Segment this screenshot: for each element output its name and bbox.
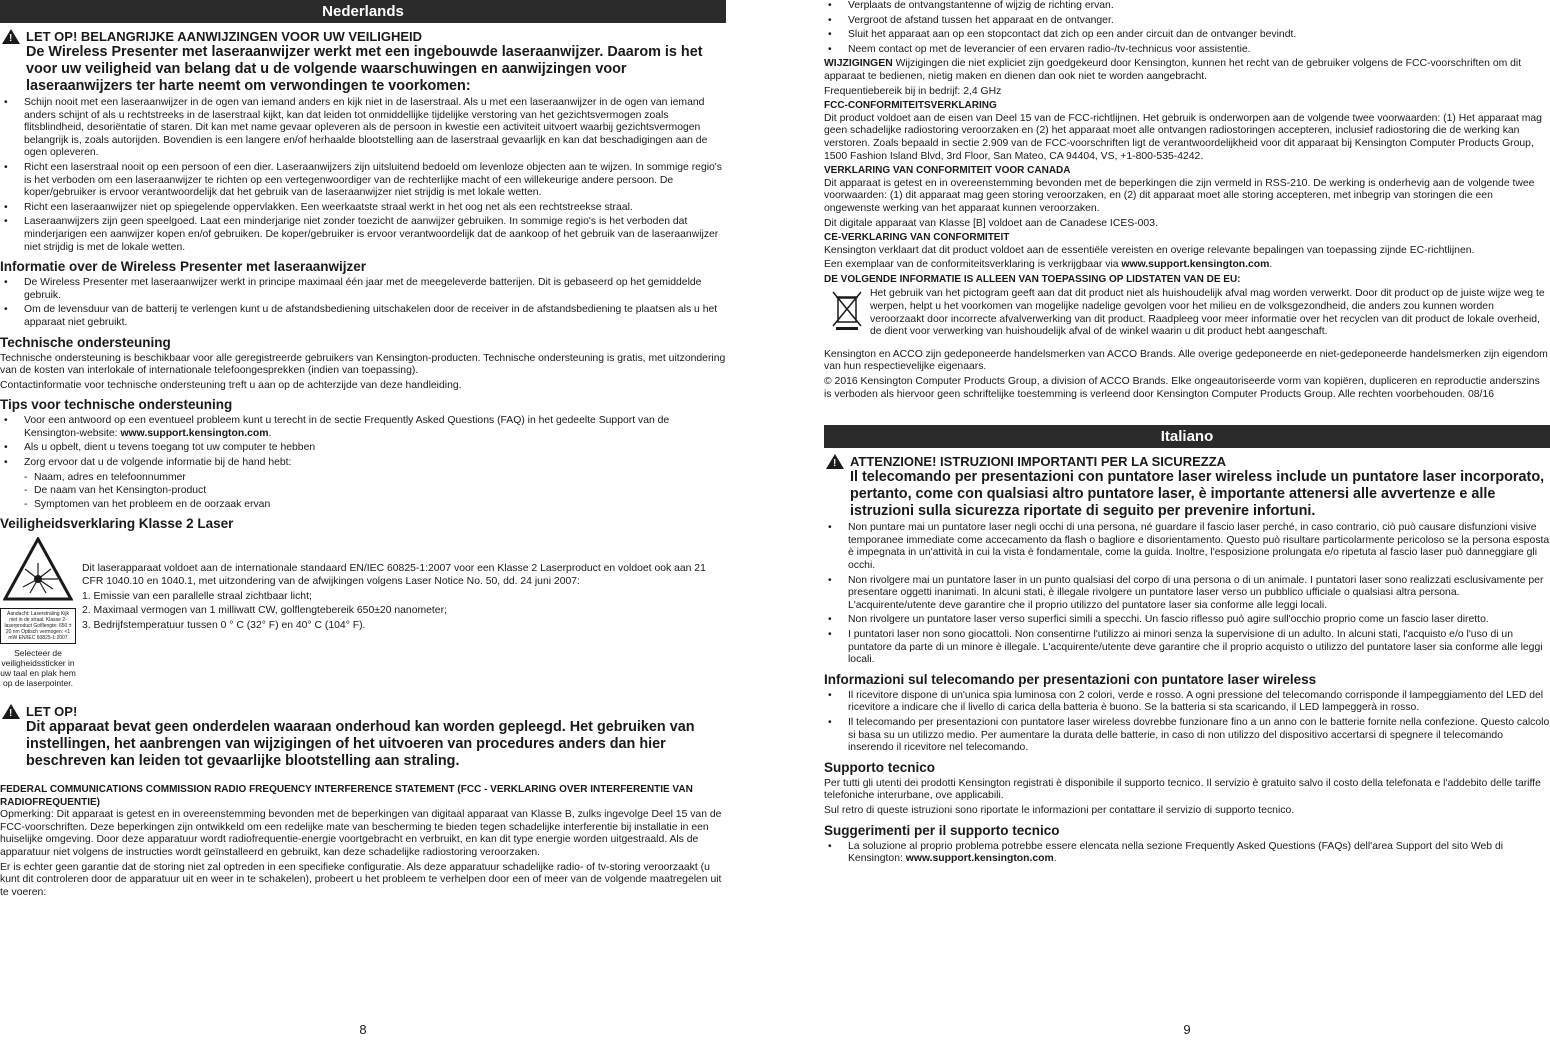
section-bar-nederlands: Nederlands bbox=[0, 0, 726, 23]
laser-text bbox=[76, 537, 726, 688]
list-item: • Schijn nooit met een laseraanwijzer in de ogen van iemand anders en kijk niet in de laserstraal. Als u met een laseraanwijzer in de ogen van iemand anders schijnt of als u rechtstreeks in de laserstraal kijkt, kan dat leiden tot onmiddellijke tijdelijke verstoring van het gezichtsvermogen zoals flitsblindheid, desoriëntatie of staren. Dit kan met name gevaar opleveren als de persoon in kwestie een activiteit uitvoert waarbij gezichtsvermogen belangrijk is, zoals autorijden. Bovendien is een langere en/of herhaalde blootstelling aan de laserstraal gevaarlijk en kan dat beschadigingen aan de ogen opleveren. bbox=[0, 97, 726, 160]
paragraph: Een exemplaar van de conformiteitsverklaring is verkrijgbaar via www.support.kensington.com. bbox=[824, 259, 1273, 271]
list-item: • Laseraanwijzers zijn geen speelgoed. Laat een minderjarige niet zonder toezicht de aanwijzer gebruiken. In sommige regio's is het verboden dat minderjarigen een aanwijzer kopen en/of gebruiken. De koper/gebruiker is ervoor verantwoordelijk dat de aankoop of het gebruik van de laseraanwijzer niet strijdig is met de lokale wetten. bbox=[0, 216, 726, 254]
page-number-left: 8 bbox=[359, 1022, 367, 1038]
eu-heading: DE VOLGENDE INFORMATIE IS ALLEEN VAN TOEPASSING OP LIDSTATEN VAN DE EU: bbox=[824, 273, 1241, 285]
list-item: • Sluit het apparaat aan op een stopcontact dat zich op een ander circuit dan de ontvanger bevindt. bbox=[824, 29, 1550, 42]
safety-list-it bbox=[824, 522, 1550, 667]
list-item: • I puntatori laser non sono giocattoli. Non consentirne l'utilizzo ai minori senza la supervisione di un adulto. In alcuni stati, l'acquisto e/o l'uso di un puntatore da parte di un minore è illegale. L'acquirente/utente deve garantire che il proprio acquisto o utilizzo del puntatore laser sia conforme alle leggi locali. bbox=[824, 629, 1550, 667]
paragraph: Frequentiebereik bij in bedrijf: 2,4 GHz bbox=[824, 85, 1002, 97]
canada-heading: VERKLARING VAN CONFORMITEIT VOOR CANADA bbox=[824, 165, 1071, 177]
list-item: • Neem contact op met de leverancier of een ervaren radio-/tv-technicus voor assistentie. bbox=[824, 44, 1550, 57]
warning-body: De Wireless Presenter met laseraanwijzer werkt met een ingebouwde laseraanwijzer. Daarom is het voor uw veiligheid van belang dat u de volgende waarschuwingen en aanwijzingen voor laseraanwijzers ter harte neemt om verwondingen te voorkomen: bbox=[26, 44, 703, 94]
warning-body-it: Il telecomando per presentazioni con puntatore laser wireless include un puntatore laser incorporato, pertanto, come con qualsiasi altro puntatore laser, è importante attenersi alle avvertenze e alle istruzioni sulla sicurezza riportate di seguito per prevenire infortuni. bbox=[850, 469, 1545, 520]
list-item: • Richt een laserstraal nooit op een persoon of een dier. Laseraanwijzers zijn uitsluitend bedoeld om levenloze objecten aan te wijzen. In sommige regio's is het verboden om een laseraanwijzer te richten op een vertegenwoordiger van de rechterlijke macht of een willekeurige andere persoon. De koper/gebruiker is ervoor verantwoordelijk dat het gebruik van de laseraanwijzer niet strijdig is met lokale wetten. bbox=[0, 162, 726, 200]
list-item: - Naam, adres en telefoonnummer bbox=[0, 472, 726, 485]
paragraph: Dit digitale apparaat van Klasse [B] voldoet aan de Canadese ICES-003. bbox=[824, 217, 1158, 229]
warning-title: LET OP! BELANGRIJKE AANWIJZINGEN VOOR UW VEILIGHEID bbox=[26, 29, 423, 44]
info-list bbox=[0, 277, 726, 329]
laser-section bbox=[0, 537, 726, 688]
page-number-right: 9 bbox=[1183, 1022, 1191, 1038]
laser-hazard-icon bbox=[3, 537, 73, 603]
paragraph: Het gebruik van het pictogram geeft aan dat dit product niet als huishoudelijk afval mag worden verwerkt. Door dit product op de juiste wijze weg te werpen, helpt u het voorkomen van mogelijke nadelige gevolgen voor het milieu en de volksgezondheid, die anders zou kunnen worden veroorzaakt door incorrecte afvalverwerking van dit product. Raadpleeg voor meer informatie over het recyclen van dit product de lokale overheid, de dient voor verwerking van huishoudelijk afval of de winkel waarin u dit product hebt aangeschaft. bbox=[870, 288, 1545, 338]
paragraph: Dit product voldoet aan de eisen van Deel 15 van de FCC-richtlijnen. Het gebruik is onderworpen aan de volgende twee voorwaarden: (1) Het apparaat mag geen schadelijke radiostoring veroorzaken en (2) het apparaat moet alle ontvangen radiostoringen accepteren, inclusief radiostoring die de werking kan verstoren. Zoals bepaald in sectie 2.909 van de FCC-voorschriften ligt de verantwoordelijkheid voor dit apparaat bij Kensington Computer Products Group, 1500 Fashion Island Blvd, 3rd Floor, San Mateo, CA 94404, VS, +1-800-535-4242. bbox=[824, 112, 1542, 162]
fcc-conformity-heading: FCC-CONFORMITEITSVERKLARING bbox=[824, 100, 997, 112]
paragraph: Contactinformatie voor technische ondersteuning treft u aan op de achterzijde van deze handleiding. bbox=[0, 379, 462, 391]
heading-support-it: Supporto tecnico bbox=[824, 759, 935, 775]
list-item: • Om de levensduur van de batterij te verlengen kunt u de afstandsbediening uitschakelen door de receiver in de afstandsbediening te plaatsen als u het apparaat niet gebruikt. bbox=[0, 304, 726, 329]
list-item: • Il ricevitore dispone di un'unica spia luminosa con 2 colori, verde e rosso. A ogni pressione del telecomando corrisponde il lampeggiamento del LED del ricevitore a indicare che il livello di carica della batteria è buono. Se la batteria si sta scaricando, il LED lampeggerà in rosso. bbox=[824, 690, 1550, 715]
heading-laser-safety: Veiligheidsverklaring Klasse 2 Laser bbox=[0, 516, 234, 532]
paragraph: WIJZIGINGEN Wijzigingen die niet expliciet zijn goedgekeurd door Kensington, kunnen het recht van de gebruiker volgens de FCC-voorschriften om dit apparaat te bedienen, nietig maken en dienen dan ook niet te worden aangebracht. bbox=[824, 58, 1522, 82]
figure-caption: Selecteer de veiligheidssticker in uw taal en plak hem op de laserpointer. bbox=[0, 648, 76, 689]
heading-tips: Tips voor technische ondersteuning bbox=[0, 397, 233, 413]
paragraph: Kensington verklaart dat dit product voldoet aan de essentiële vereisten en overige relevante bepalingen van toepassing zijnde EC-richtlijnen. bbox=[824, 244, 1475, 256]
paragraph: 2. Maximaal vermogen van 1 milliwatt CW, golflengtebereik 650±20 nanometer; bbox=[82, 605, 447, 617]
list-item: • Als u opbelt, dient u tevens toegang tot uw computer te hebben bbox=[0, 442, 726, 455]
paragraph: Sul retro di queste istruzioni sono riportate le informazioni per contattare il servizio di supporto tecnico. bbox=[824, 804, 1295, 816]
list-item: • Il telecomando per presentazioni con puntatore laser wireless dovrebbe funzionare fino a un anno con le batterie fornite nella confezione. Questo calcolo si basa su un utilizzo medio. Per aumentare la durata delle batterie, in caso di non utilizzo del dispositivo accertarsi di spegnere il telecomando inserendo il ricevitore nel telecomando. bbox=[824, 717, 1550, 755]
tips-list-it bbox=[824, 841, 1550, 866]
paragraph: Kensington en ACCO zijn gedeponeerde handelsmerken van ACCO Brands. Alle overige gedeponeerde en niet-gedeponeerde handelsmerken zijn eigendom van hun respectievelijke eigenaars. bbox=[824, 348, 1548, 373]
paragraph: Per tutti gli utenti dei prodotti Kensington registrati è disponibile il supporto tecnico. Il servizio è gratuito salvo il costo della telefonata e l'addebito delle tariffe telefoniche interurbane, ove applicabili. bbox=[824, 777, 1541, 802]
support-link[interactable]: www.support.kensington.com bbox=[905, 853, 1054, 865]
page-left bbox=[0, 0, 726, 901]
heading-tips-it: Suggerimenti per il supporto tecnico bbox=[824, 822, 1060, 838]
support-link[interactable]: www.support.kensington.com bbox=[1121, 259, 1270, 271]
heading-tech-support: Technische ondersteuning bbox=[0, 334, 171, 350]
info-sublist bbox=[0, 472, 726, 512]
weee-section bbox=[824, 288, 1550, 340]
paragraph: Er is echter geen garantie dat de storing niet zal optreden in een specifieke configuratie. Als deze apparatuur schadelijke radio- of tv-storing veroorzaakt (u kunt dit controleren door de apparatuur uit en weer in te schakelen), probeert u het probleem te verhelpen door een of meer van de volgende maatregelen uit te voeren: bbox=[0, 861, 722, 898]
list-item: • Richt een laseraanwijzer niet op spiegelende oppervlakken. Een weerkaatste straal werkt in het oog net als een rechtstreekse straal. bbox=[0, 202, 726, 215]
warning-title: ATTENZIONE! ISTRUZIONI IMPORTANTI PER LA SICUREZZA bbox=[850, 454, 1227, 470]
fcc-measures-list bbox=[824, 0, 1550, 56]
list-item: • Non rivolgere un puntatore laser verso superfici simili a specchi. Un fascio riflesso può agire sull'occhio proprio come un fascio laser diretto. bbox=[824, 614, 1550, 627]
laser-sticker: Aandacht: Laserstraling Kijk niet in de straal. Klasse 2-laserproduct Golflengte: 650 ± 20 nm Optisch vermogen: <1 mW EN/IEC 60825-1:2007 bbox=[0, 608, 76, 644]
paragraph: 3. Bedrijfstemperatuur tussen 0 ° C (32° F) en 40° C (104° F). bbox=[82, 619, 366, 631]
list-item: - Symptomen van het probleem en de oorzaak ervan bbox=[0, 499, 726, 512]
paragraph: Dit laserapparaat voldoet aan de internationale standaard EN/IEC 60825-1:2007 voor een Klasse 2 Laserproduct en voldoet ook aan 21 CFR 1040.10 en 1040.1, met uitzondering van de afwijkingen volgens Laser Notice No. 50, dd. 24 juni 2007: bbox=[82, 563, 706, 588]
ce-heading: CE-VERKLARING VAN CONFORMITEIT bbox=[824, 232, 1010, 244]
section-bar-italiano: Italiano bbox=[824, 425, 1550, 448]
support-link[interactable]: www.support.kensington.com bbox=[120, 427, 269, 439]
info-list-it bbox=[824, 690, 1550, 755]
warning-body-2: Dit apparaat bevat geen onderdelen waaraan onderhoud kan worden gepleegd. Het gebruiken van instellingen, het aanbrengen van wijzigingen of het uitvoeren van procedures anders dan hier beschreven kan leiden tot gevaarlijke blootstelling aan straling. bbox=[26, 719, 695, 770]
heading-info: Informatie over de Wireless Presenter met laseraanwijzer bbox=[0, 259, 367, 275]
warning-heading bbox=[0, 29, 726, 44]
list-item: • La soluzione al proprio problema potrebbe essere elencata nella sezione Frequently Asked Questions (FAQs) dell'area Support del sito Web di Kensington: www.support.kensington.com. bbox=[824, 841, 1550, 866]
paragraph: Opmerking: Dit apparaat is getest en in overeenstemming bevonden met de beperkingen van digitaal apparaat van Klasse B, zulks ingevolge Deel 15 van de FCC-voorschriften. Deze beperkingen zijn ontwikkeld om een redelijke mate van bescherming te bieden tegen schadelijke interferentie bij installatie in een huiselijke omgeving. Door deze apparatuur wordt radiofrequentie-energie voortgebracht en verbruikt, en kan dit type energie worden uitgestraald. Als de apparatuur niet volgens de instructies wordt geïnstalleerd en gebruikt, kan deze schadelijke radiostoring veroorzaken. bbox=[0, 809, 722, 858]
list-item: • Verplaats de ontvangstantenne of wijzig de richting ervan. bbox=[824, 0, 1550, 13]
paragraph: © 2016 Kensington Computer Products Group, a division of ACCO Brands. Elke ongeautoriseerde vorm van kopiëren, dupliceren en reproductie anderszins is verboden als hiervoor geen schriftelijke toestemming is verleend door Kensington Computer Products Group. Alle rechten voorbehouden. 08/16 bbox=[824, 376, 1540, 400]
warning-icon bbox=[826, 454, 844, 469]
warning-icon bbox=[2, 704, 20, 719]
list-item: - De naam van het Kensington-product bbox=[0, 485, 726, 498]
paragraph: 1. Emissie van een parallelle straal zichtbaar licht; bbox=[82, 590, 312, 602]
page-right bbox=[824, 0, 1550, 868]
list-item: • Zorg ervoor dat u de volgende informatie bij de hand hebt: bbox=[0, 457, 726, 470]
paragraph: Dit apparaat is getest en in overeenstemming bevonden met de beperkingen die zijn vermeld in RSS-210. De werking is onderhevig aan de volgende twee voorwaarden: (1) dit apparaat mag geen storing veroorzaken, en (2) dit apparaat moet alle storing accepteren, met inbegrip van storingen die een ongewenste werking van het apparaat kunnen veroorzaken. bbox=[824, 177, 1535, 214]
heading-info-it: Informazioni sul telecomando per presentazioni con puntatore laser wireless bbox=[824, 671, 1317, 687]
list-item: • Vergroot de afstand tussen het apparaat en de ontvanger. bbox=[824, 15, 1550, 28]
list-item: • De Wireless Presenter met laseraanwijzer werkt in principe maximaal één jaar met de meegeleverde batterijen. Dit is gebaseerd op het gemiddelde gebruik. bbox=[0, 277, 726, 302]
weee-bin-icon bbox=[824, 288, 870, 340]
warning-heading-it bbox=[824, 454, 1550, 469]
paragraph: Technische ondersteuning is beschikbaar voor alle geregistreerde gebruikers van Kensington-producten. Technische ondersteuning is gratis, met uitzondering van de kosten van interlokale of internationale telefoongesprekken (indien van toepassing). bbox=[0, 352, 726, 377]
tips-list bbox=[0, 415, 726, 469]
warning-icon bbox=[2, 29, 20, 44]
list-item: • Non rivolgere mai un puntatore laser in un punto qualsiasi del corpo di una persona o di un animale. I puntatori laser sono realizzati esclusivamente per presentare oggetti inanimati. In alcuni stati, è illegale rivolgere un puntatore laser verso un pubblico ufficiale o qualsiasi altra persona. L'acquirente/utente deve garantire che il proprio utilizzo del puntatore laser sia conforme alle leggi locali. bbox=[824, 575, 1550, 613]
warning-title: LET OP! bbox=[26, 704, 78, 720]
laser-figure bbox=[0, 537, 76, 688]
safety-list bbox=[0, 97, 726, 254]
warning-heading-2 bbox=[0, 704, 726, 719]
list-item: • Non puntare mai un puntatore laser negli occhi di una persona, né guardare il fascio laser perché, in caso contrario, ciò può causare disfunzioni visive temporanee immediate come accecamento da flash o bagliore e disorientamento. Questo può risultare particolarmente pericoloso se la persona esposta è impegnata in un'attività in cui la vista è fondamentale, come la guida. Inoltre, l'esposizione prolungata e/o ripetuta al fascio laser può danneggiare gli occhi. bbox=[824, 522, 1550, 572]
fcc-heading: FEDERAL COMMUNICATIONS COMMISSION RADIO FREQUENCY INTERFERENCE STATEMENT (FCC - VERKLARING OVER INTERFERENTIE VAN RADIOFREQUENTIE) bbox=[0, 784, 693, 808]
list-item: • Voor een antwoord op een eventueel probleem kunt u terecht in de sectie Frequently Asked Questions (FAQ) in het gedeelte Support van de Kensington-website: www.support.kensington.com. bbox=[0, 415, 726, 440]
